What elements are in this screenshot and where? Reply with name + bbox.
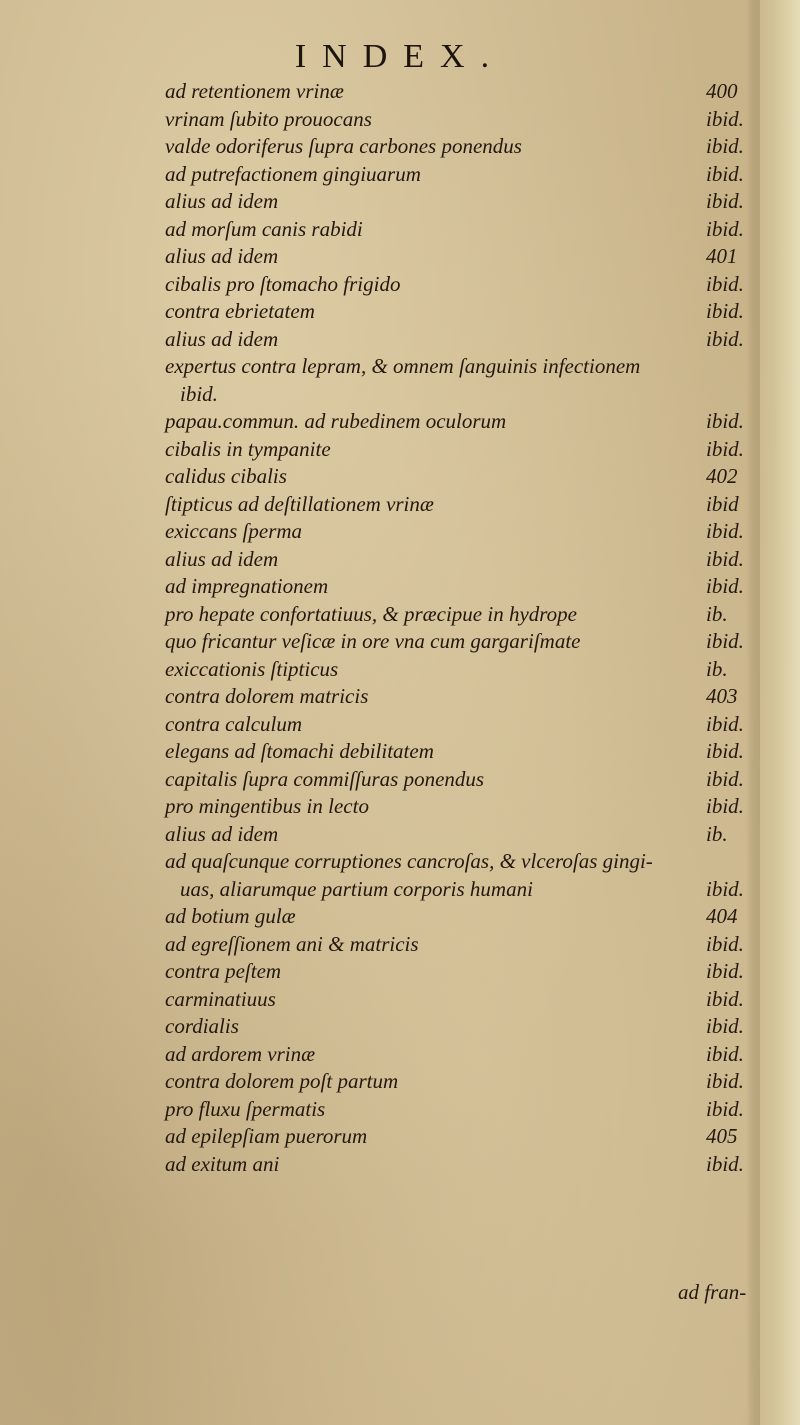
entry-page-ref: 401: [706, 244, 738, 268]
entry-text: ad botium gulæ: [165, 904, 296, 928]
entry-text: pro mingentibus in lecto: [165, 794, 369, 818]
index-entry: [0, 628, 800, 656]
entry-text: contra calculum: [165, 711, 303, 736]
index-entry: [0, 848, 800, 876]
entry-page-ref: ibid: [706, 491, 739, 516]
entry-text: valde odoriferus ſupra carbones ponendus: [165, 134, 522, 158]
index-entry: [0, 216, 800, 244]
entry-text: ad epilepſiam puerorum: [165, 1124, 368, 1148]
index-entry: [0, 491, 800, 519]
entry-page-ref: ibid.: [706, 106, 744, 131]
entry-page-ref: ibid.: [706, 739, 744, 763]
entry-page-ref: ibid.: [706, 1041, 744, 1066]
index-entry: [0, 766, 800, 794]
index-entry: [0, 711, 800, 739]
catchword: ad fran-: [678, 1280, 747, 1304]
entry-text: elegans ad ſtomachi debilitatem: [165, 739, 434, 763]
entry-page-ref: ibid.: [706, 326, 744, 351]
index-entries: [0, 78, 800, 1178]
entry-page-ref: 405: [706, 1124, 738, 1148]
index-entry: [0, 243, 800, 271]
entry-text: ad exitum ani: [165, 1151, 280, 1176]
entry-text: alius ad idem: [165, 821, 279, 846]
entry-text: uas, aliarumque partium corporis humani: [180, 876, 533, 901]
entry-page-ref: 404: [706, 904, 738, 928]
index-entry: [0, 298, 800, 326]
entry-page-ref: ibid.: [706, 436, 744, 461]
index-entry: [0, 601, 800, 629]
entry-page-ref: 403: [706, 684, 738, 708]
index-entry: [0, 106, 800, 134]
index-entry: [0, 408, 800, 436]
entry-page-ref: ib.: [706, 656, 728, 681]
index-entry: [0, 271, 800, 299]
index-entry: [0, 188, 800, 216]
index-entry: [0, 986, 800, 1014]
entry-text: contra dolorem matricis: [165, 684, 369, 708]
index-entry: [0, 876, 800, 904]
entry-text: ad retentionem vrinæ: [165, 79, 344, 103]
entry-page-ref: 402: [706, 464, 738, 488]
entry-text: papau.commun. ad rubedinem oculorum: [165, 409, 507, 433]
entry-page-ref: ibid.: [706, 931, 744, 956]
entry-page-ref: ib.: [706, 821, 728, 846]
entry-page-ref: ibid.: [706, 1069, 744, 1093]
index-entry: [0, 573, 800, 601]
index-entry: [0, 78, 800, 106]
entry-page-ref: ibid.: [706, 574, 744, 598]
index-entry: [0, 903, 800, 931]
index-entry: [0, 353, 800, 381]
index-entry: [0, 1013, 800, 1041]
index-entry: [0, 381, 800, 409]
entry-page-ref: 400: [706, 79, 738, 103]
entry-page-ref: ibid.: [706, 959, 744, 983]
entry-page-ref: ibid.: [706, 1151, 744, 1176]
index-entry: [0, 436, 800, 464]
index-entry: [0, 931, 800, 959]
entry-page-ref: ibid.: [706, 1096, 744, 1121]
entry-text: cibalis in tympanite: [165, 436, 331, 461]
index-entry: [0, 133, 800, 161]
entry-text: capitalis ſupra commiſſuras ponendus: [165, 766, 485, 791]
entry-text: ad morſum canis rabidi: [165, 216, 363, 241]
entry-text: contra dolorem poſt partum: [165, 1069, 399, 1093]
entry-page-ref: ib.: [706, 601, 728, 626]
entry-text: carminatiuus: [165, 986, 276, 1011]
entry-text: ibid.: [180, 381, 218, 406]
entry-page-ref: ibid.: [706, 629, 744, 653]
entry-text: quo fricantur veſicæ in ore vna cum gargariſmate: [165, 629, 581, 653]
entry-text: ſtipticus ad deſtillationem vrinæ: [165, 491, 434, 516]
entry-text: exiccans ſperma: [165, 519, 303, 543]
index-entry: [0, 546, 800, 574]
entry-text: contra ebrietatem: [165, 299, 315, 323]
index-entry: [0, 1041, 800, 1069]
entry-text: ad putrefactionem gingiuarum: [165, 161, 421, 186]
page-title: INDEX.: [294, 38, 506, 75]
entry-text: alius ad idem: [165, 546, 279, 571]
entry-page-ref: ibid.: [706, 271, 744, 296]
entry-page-ref: ibid.: [706, 161, 744, 186]
entry-page-ref: ibid.: [706, 876, 744, 901]
index-entry: [0, 656, 800, 684]
entry-text: alius ad idem: [165, 244, 279, 268]
entry-text: alius ad idem: [165, 326, 279, 351]
entry-text: cibalis pro ſtomacho frigido: [165, 271, 401, 296]
entry-page-ref: ibid.: [706, 1014, 744, 1038]
entry-page-ref: ibid.: [706, 134, 744, 158]
entry-text: ad egreſſionem ani & matricis: [165, 931, 419, 956]
entry-page-ref: ibid.: [706, 189, 744, 213]
entry-page-ref: ibid.: [706, 546, 744, 571]
entry-text: cordialis: [165, 1014, 239, 1038]
index-entry: [0, 683, 800, 711]
entry-text: pro fluxu ſpermatis: [165, 1096, 326, 1121]
index-entry: [0, 793, 800, 821]
entry-page-ref: ibid.: [706, 711, 744, 736]
entry-text: ad ardorem vrinæ: [165, 1041, 316, 1066]
index-entry: [0, 1096, 800, 1124]
entry-text: contra peſtem: [165, 959, 282, 983]
index-entry: [0, 1151, 800, 1179]
entry-text: ad quaſcunque corruptiones cancroſas, & vlceroſas gingi-: [165, 849, 653, 873]
entry-text: alius ad idem: [165, 189, 279, 213]
entry-text: vrinam ſubito prouocans: [165, 106, 372, 131]
index-entry: [0, 518, 800, 546]
index-entry: [0, 958, 800, 986]
entry-text: pro hepate confortatiuus, & præcipue in hydrope: [165, 601, 577, 626]
entry-page-ref: ibid.: [706, 986, 744, 1011]
entry-text: expertus contra lepram, & omnem ſanguinis infectionem: [165, 354, 641, 378]
index-entry: [0, 463, 800, 491]
entry-page-ref: ibid.: [706, 409, 744, 433]
entry-page-ref: ibid.: [706, 299, 744, 323]
index-entry: [0, 821, 800, 849]
index-entry: [0, 1123, 800, 1151]
index-entry: [0, 161, 800, 189]
entry-text: ad impregnationem: [165, 574, 329, 598]
entry-page-ref: ibid.: [706, 519, 744, 543]
entry-text: exiccationis ſtipticus: [165, 656, 339, 681]
index-entry: [0, 326, 800, 354]
entry-page-ref: ibid.: [706, 794, 744, 818]
index-entry: [0, 738, 800, 766]
entry-page-ref: ibid.: [706, 216, 744, 241]
entry-page-ref: ibid.: [706, 766, 744, 791]
index-entry: [0, 1068, 800, 1096]
entry-text: calidus cibalis: [165, 464, 287, 488]
